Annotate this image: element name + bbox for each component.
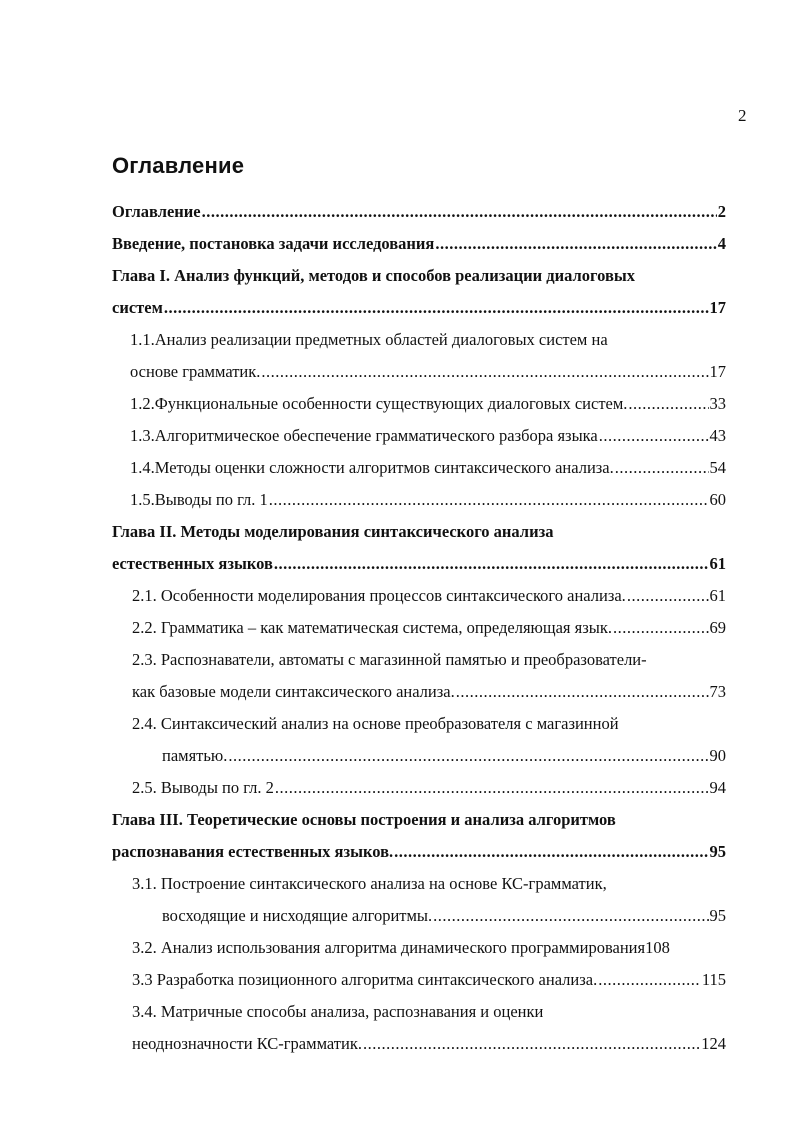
toc-entry[interactable] xyxy=(112,522,726,542)
dot-leader xyxy=(164,298,709,318)
toc-entry-text: 2.3. Распознаватели, автоматы с магазинной памятью и преобразователи- xyxy=(132,650,647,669)
toc-entry[interactable] xyxy=(132,874,726,894)
toc-entry-page: 69 xyxy=(709,618,726,637)
toc-entry-page: 90 xyxy=(709,746,726,765)
toc-entry[interactable] xyxy=(132,682,726,702)
dot-leader xyxy=(274,554,709,574)
toc-entry[interactable] xyxy=(132,778,726,798)
toc-entry[interactable] xyxy=(162,906,726,926)
toc-entry-text: памятью. xyxy=(162,746,228,765)
toc-entry-text: неоднозначности КС-грамматик. xyxy=(132,1034,362,1053)
toc-entry[interactable] xyxy=(130,362,726,382)
toc-entry-text: естественных языков xyxy=(112,554,273,573)
toc-entry-page: 94 xyxy=(709,778,726,797)
dot-leader xyxy=(363,1034,700,1054)
dot-leader xyxy=(627,586,709,606)
dot-leader xyxy=(599,426,709,446)
toc-entry-text: 2.1. Особенности моделирования процессов синтаксического анализа. xyxy=(132,586,626,605)
dot-leader xyxy=(613,618,709,638)
dot-leader xyxy=(615,458,709,478)
toc-entry-text: 1.1.Анализ реализации предметных областей диалоговых систем на xyxy=(130,330,608,349)
dot-leader xyxy=(275,778,709,798)
dot-leader xyxy=(394,842,708,862)
toc-entry-text: 2.2. Грамматика – как математическая система, определяющая язык. xyxy=(132,618,612,637)
toc-entry[interactable] xyxy=(130,330,726,350)
toc-entry-text: Глава II. Методы моделирования синтаксического анализа xyxy=(112,522,554,541)
toc-entry-text: 3.4. Матричные способы анализа, распознавания и оценки xyxy=(132,1002,544,1021)
toc-entry[interactable] xyxy=(132,938,738,958)
page-number: 2 xyxy=(738,106,747,125)
toc-entry-page: 108 xyxy=(645,938,670,957)
toc-entry-page: 17 xyxy=(709,362,726,381)
toc-entry-text: 1.3.Алгоритмическое обеспечение грамматического разбора языка xyxy=(130,426,598,445)
toc-entry[interactable] xyxy=(130,426,726,446)
toc-entry[interactable] xyxy=(132,970,726,990)
toc-entry-page: 95 xyxy=(709,842,726,861)
toc-entry-text: 1.4.Методы оценки сложности алгоритмов синтаксического анализа. xyxy=(130,458,614,477)
toc-entry-page: 17 xyxy=(709,298,726,317)
toc-entry-page: 2 xyxy=(717,202,726,221)
dot-leader xyxy=(228,746,708,766)
toc-entry-page: 73 xyxy=(709,682,726,701)
toc-entry-text: восходящие и нисходящие алгоритмы. xyxy=(162,906,433,925)
toc-entry-text: 3.3 Разработка позиционного алгоритма синтаксического анализа. xyxy=(132,970,598,989)
dot-leader xyxy=(456,682,709,702)
toc-entry-text: 1.2.Функциональные особенности существующих диалоговых систем. xyxy=(130,394,628,413)
toc-entry-text: 3.2. Анализ использования алгоритма динамического программирования xyxy=(132,938,646,957)
toc-entry[interactable] xyxy=(132,1002,726,1022)
toc-entry-page: 33 xyxy=(709,394,726,413)
dot-leader xyxy=(261,362,708,382)
dot-leader xyxy=(628,394,708,414)
toc-entry-page: 115 xyxy=(701,970,726,989)
toc-entry[interactable] xyxy=(112,810,726,830)
toc-entry-text: 2.5. Выводы по гл. 2 xyxy=(132,778,274,797)
toc-entry-text: Глава III. Теоретические основы построения и анализа алгоритмов xyxy=(112,810,616,829)
dot-leader xyxy=(202,202,717,222)
toc-entry-page: 43 xyxy=(709,426,726,445)
toc-entry-text: как базовые модели синтаксического анализа. xyxy=(132,682,455,701)
toc-entry[interactable] xyxy=(132,618,726,638)
dot-leader xyxy=(598,970,701,990)
toc-entry[interactable] xyxy=(130,394,726,414)
toc-entry[interactable] xyxy=(112,266,726,286)
toc-entry-page: 61 xyxy=(709,586,726,605)
toc-entry-page: 60 xyxy=(709,490,726,509)
toc-entry-text: Оглавление xyxy=(112,202,201,221)
toc-entry-text: распознавания естественных языков. xyxy=(112,842,394,861)
toc-entry[interactable] xyxy=(132,1034,726,1054)
dot-leader xyxy=(269,490,709,510)
toc-entry-text: 2.4. Синтаксический анализ на основе преобразователя с магазинной xyxy=(132,714,619,733)
toc-entry-text: Введение, постановка задачи исследования xyxy=(112,234,435,253)
toc-entry-text: систем xyxy=(112,298,163,317)
toc-entry[interactable] xyxy=(162,746,726,766)
toc-title: Оглавление xyxy=(112,153,245,178)
toc-entry[interactable] xyxy=(112,842,726,862)
toc-entry[interactable] xyxy=(130,458,726,478)
toc-entry[interactable] xyxy=(130,490,726,510)
toc-entry[interactable] xyxy=(112,298,726,318)
toc-entry-text: 3.1. Построение синтаксического анализа на основе КС-грамматик, xyxy=(132,874,607,893)
toc-entry[interactable] xyxy=(132,586,726,606)
toc-entry-text: 1.5.Выводы по гл. 1 xyxy=(130,490,268,509)
toc-entry-page: 95 xyxy=(709,906,726,925)
toc-entry[interactable] xyxy=(112,202,726,222)
toc-entry-page: 4 xyxy=(717,234,726,253)
toc-entry[interactable] xyxy=(132,650,726,670)
toc-entry-page: 124 xyxy=(701,1034,726,1053)
toc-entry-text: Глава I. Анализ функций, методов и способов реализации диалоговых xyxy=(112,266,636,285)
toc-entry-page: 61 xyxy=(709,554,726,573)
toc-entry-page: 54 xyxy=(709,458,726,477)
toc-entry[interactable] xyxy=(132,714,726,734)
dot-leader xyxy=(433,906,708,926)
toc-entry-text: основе грамматик. xyxy=(130,362,261,381)
dot-leader xyxy=(435,234,716,254)
toc-entry[interactable] xyxy=(112,554,726,574)
toc-entry[interactable] xyxy=(112,234,726,254)
